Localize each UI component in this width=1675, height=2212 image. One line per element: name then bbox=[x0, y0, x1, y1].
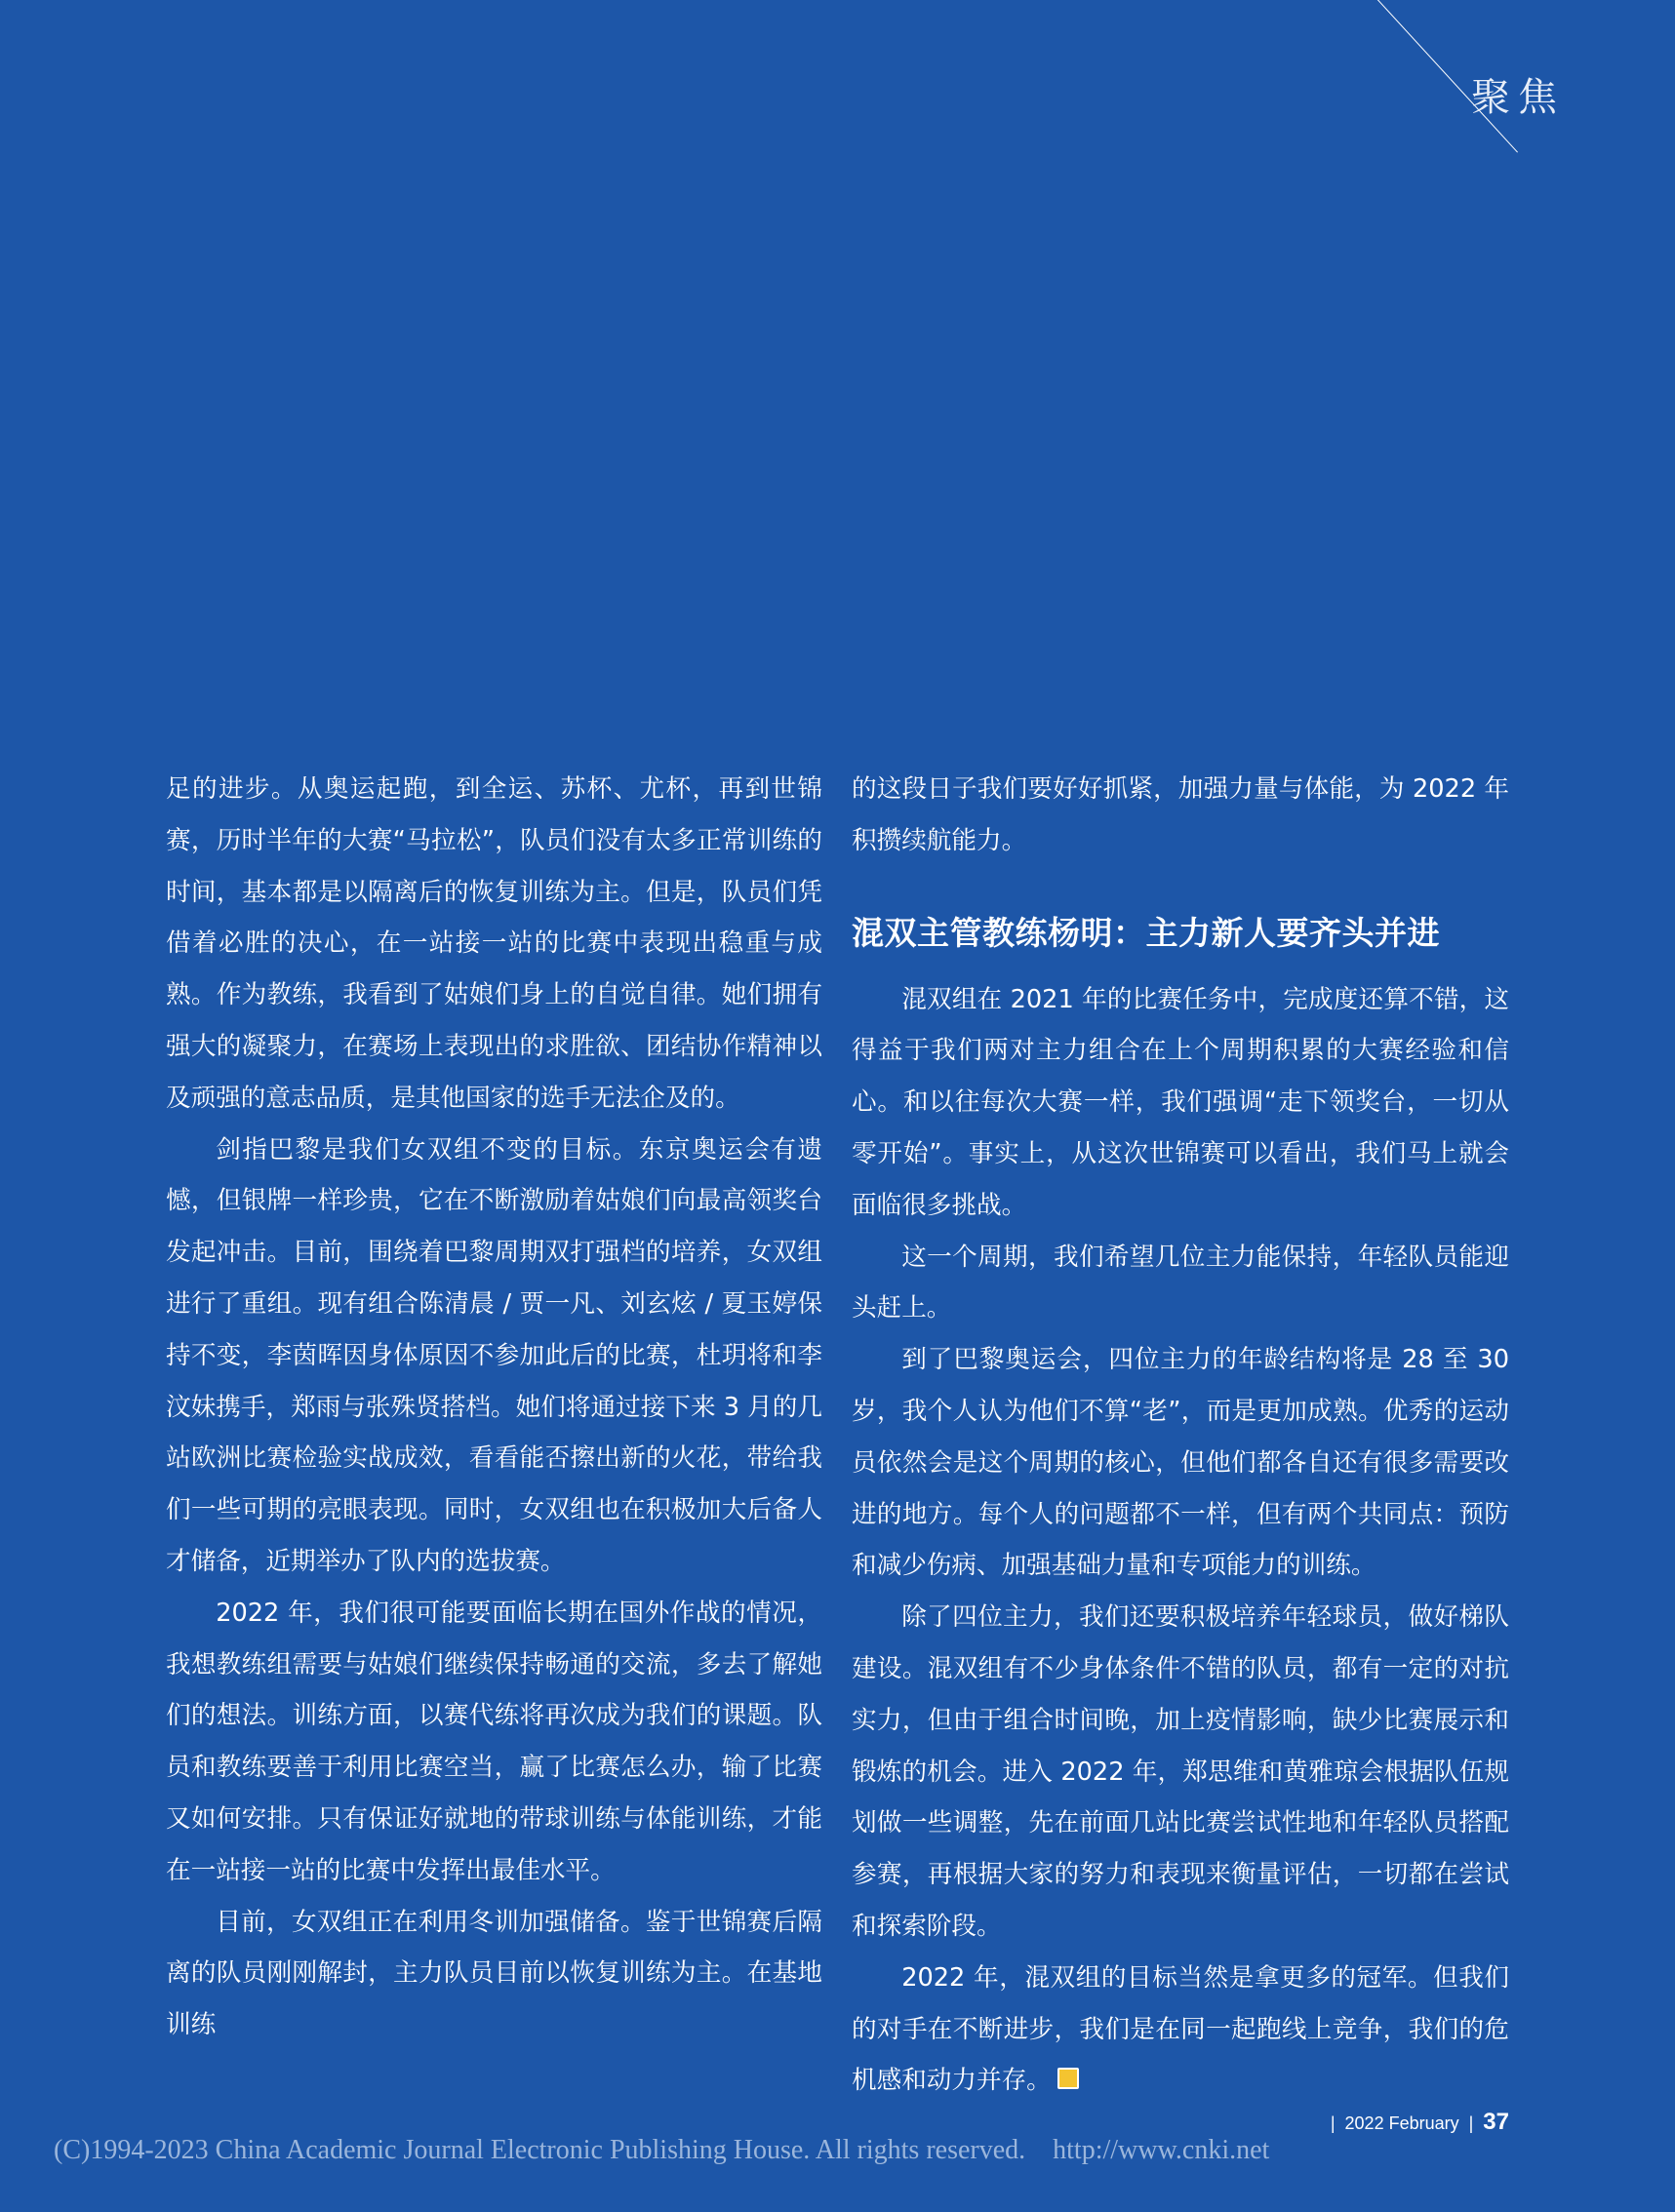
left-paragraph-1: 足的进步。从奥运起跑，到全运、苏杯、尤杯，再到世锦赛，历时半年的大赛“马拉松”，队员们没有太多正常训练的时间，基本都是以隔离后的恢复训练为主。但是，队员们凭借着必胜的决心，在一站接一站的比赛中表现出稳重与成熟。作为教练，我看到了姑娘们身上的自觉自律。她们拥有强大的凝聚力，在赛场上表现出的求胜欲、团结协作精神以及顽强的意志品质，是其他国家的选手无法企及的。 bbox=[166, 774, 822, 1113]
left-column bbox=[166, 764, 822, 2051]
left-paragraph-3: 2022 年，我们很可能要面临长期在国外作战的情况，我想教练组需要与姑娘们继续保持畅通的交流，多去了解她们的想法。训练方面，以赛代练将再次成为我们的课题。队员和教练要善于利用比赛空当，赢了比赛怎么办，输了比赛又如何安排。只有保证好就地的带球训练与体能训练，才能在一站接一站的比赛中发挥出最佳水平。 bbox=[166, 1598, 822, 1885]
left-paragraph-4: 目前，女双组正在利用冬训加强储备。鉴于世锦赛后隔离的队员刚刚解封，主力队员目前以恢复训练为主。在基地训练 bbox=[166, 1907, 822, 2040]
right-paragraph-5-text: 2022 年，混双组的目标当然是拿更多的冠军。但我们的对手在不断进步，我们是在同一起跑线上竞争，我们的危机感和动力并存。 bbox=[852, 1962, 1509, 2096]
left-paragraph-2: 剑指巴黎是我们女双组不变的目标。东京奥运会有遗憾，但银牌一样珍贵，它在不断激励着姑娘们向最高领奖台发起冲击。目前，围绕着巴黎周期双打强档的培养，女双组进行了重组。现有组合陈清晨 / 贾一凡、刘玄炫 / 夏玉婷保持不变，李茵晖因身体原因不参加此后的比赛，杜玥将和李汶妹携手，郑雨与张殊贤搭档。她们将通过接下来 3 月的几站欧洲比赛检验实战成效，看看能否擦出新的火花，带给我们一些可期的亮眼表现。同时，女双组也在积极加大后备人才储备，近期举办了队内的选拔赛。 bbox=[166, 1134, 822, 1576]
footer-separator-left: | bbox=[1330, 2113, 1336, 2133]
section-label: 聚焦 bbox=[1471, 75, 1565, 120]
footer-issue: 2022 February bbox=[1344, 2113, 1459, 2133]
right-intro-paragraph: 的这段日子我们要好好抓紧，加强力量与体能，为 2022 年积攒续航能力。 bbox=[852, 774, 1509, 855]
footer-separator-right: | bbox=[1468, 2113, 1474, 2133]
right-paragraph-2: 这一个周期，我们希望几位主力能保持，年轻队员能迎头赶上。 bbox=[852, 1242, 1509, 1323]
copyright-notice: (C)1994-2023 China Academic Journal Electronic Publishing House. All rights reserved. http://www.cnki.net bbox=[54, 2135, 1270, 2165]
page-footer bbox=[1331, 2109, 1509, 2136]
article-end-icon bbox=[1057, 2068, 1079, 2089]
section-heading: 混双主管教练杨明：主力新人要齐头并进 bbox=[852, 913, 1440, 952]
right-paragraph-3: 到了巴黎奥运会，四位主力的年龄结构将是 28 至 30 岁，我个人认为他们不算“老”，而是更加成熟。优秀的运动员依然会是这个周期的核心，但他们都各自还有很多需要改进的地方。每个人的问题都不一样，但有两个共同点：预防和减少伤病、加强基础力量和专项能力的训练。 bbox=[852, 1345, 1509, 1581]
right-paragraph-5 bbox=[852, 1953, 1509, 2107]
right-column bbox=[852, 764, 1509, 2107]
right-paragraph-4: 除了四位主力，我们还要积极培养年轻球员，做好梯队建设。混双组有不少身体条件不错的队员，都有一定的对抗实力，但由于组合时间晚，加上疫情影响，缺少比赛展示和锻炼的机会。进入 2022 年，郑思维和黄雅琼会根据队伍规划做一些调整，先在前面几站比赛尝试性地和年轻队员搭配参赛，再根据大家的努力和表现来衡量评估，一切都在尝试和探索阶段。 bbox=[852, 1602, 1509, 1941]
page-number: 37 bbox=[1483, 2109, 1509, 2135]
right-paragraph-1: 混双组在 2021 年的比赛任务中，完成度还算不错，这得益于我们两对主力组合在上个周期积累的大赛经验和信心。和以往每次大赛一样，我们强调“走下领奖台，一切从零开始”。事实上，从这次世锦赛可以看出，我们马上就会面临很多挑战。 bbox=[852, 984, 1509, 1220]
